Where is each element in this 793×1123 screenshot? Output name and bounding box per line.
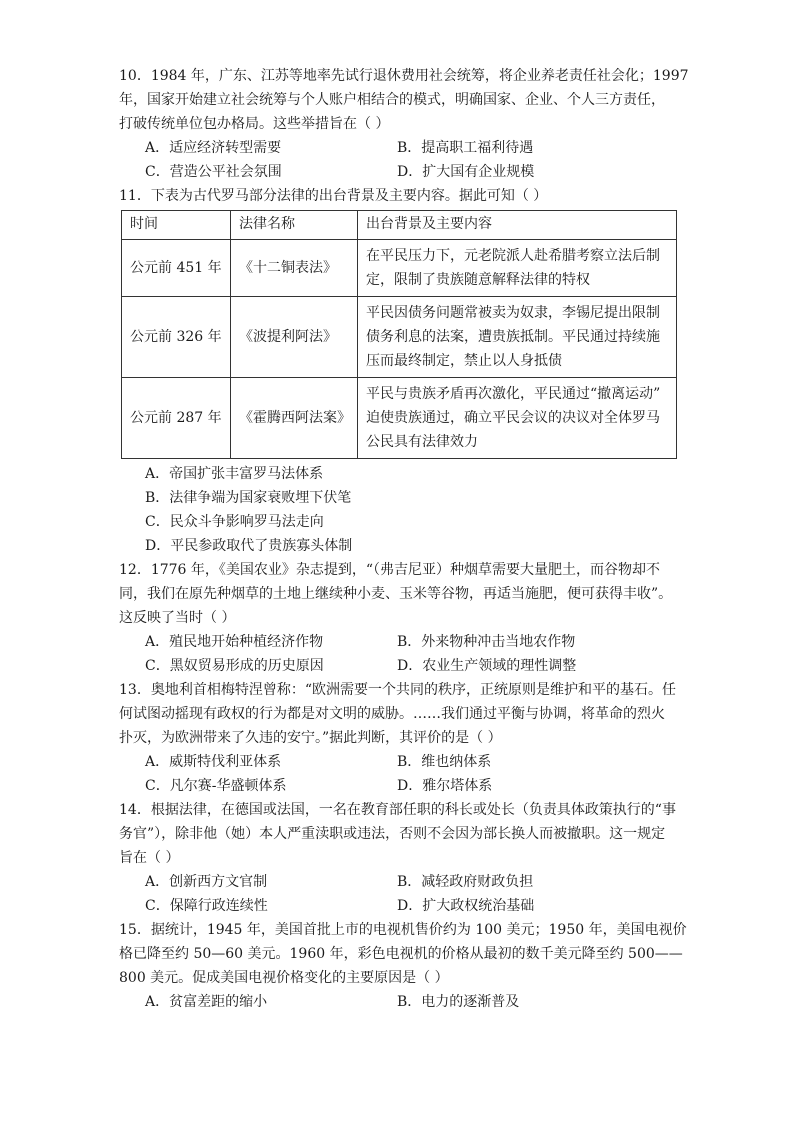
exam-page: [119, 64, 689, 1014]
option-b: B．提高职工福利待遇: [397, 140, 534, 156]
table-header-cell: 出台背景及主要内容: [358, 211, 677, 240]
stem-line: 扑灭，为欧洲带来了久违的安宁。”据此判断，其评价的是（ ）: [119, 730, 502, 746]
option-c: C．民众斗争影响罗马法走向: [145, 514, 324, 530]
question-14: [119, 798, 679, 918]
option-d: D．平民参政取代了贵族寡头体制: [145, 538, 353, 554]
table-header-cell: 时间: [122, 211, 231, 240]
option-b: B．减轻政府财政负担: [397, 874, 534, 890]
question-13: [119, 678, 679, 798]
option-d: D．扩大国有企业规模: [397, 164, 535, 180]
option-a: A．适应经济转型需要: [145, 140, 282, 156]
option-row: [119, 136, 679, 160]
option-a: A．帝国扩张丰富罗马法体系: [145, 466, 324, 482]
stem-line: 800 美元。促成美国电视价格变化的主要原因是（ ）: [119, 970, 449, 986]
question-12: [119, 558, 679, 678]
content-line: 公民具有法律效力: [366, 434, 478, 450]
option-b: B．维也纳体系: [397, 754, 492, 770]
option-c: C．保障行政连续性: [145, 898, 268, 914]
table-header-cell: 法律名称: [231, 211, 358, 240]
stem-line: 年，国家开始建立社会统筹与个人账户相结合的模式，明确国家、企业、个人三方责任，: [119, 92, 665, 108]
stem-line: 旨在（ ）: [119, 850, 180, 866]
stem-line: 14．根据法律，在德国或法国，一名在教育部任职的科长或处长（负责具体政策执行的“事: [119, 802, 676, 818]
option-row: [119, 630, 679, 654]
option-a: A．威斯特伐利亚体系: [145, 754, 282, 770]
option-b: B．外来物种冲击当地农作物: [397, 634, 576, 650]
table-cell-law-name: 《波提利阿法》: [231, 297, 358, 378]
table-cell-law-name: 《霍腾西阿法案》: [231, 378, 358, 459]
option-d: D．雅尔塔体系: [397, 778, 493, 794]
stem-line: 10．1984 年，广东、江苏等地率先试行退休费用社会统筹，将企业养老责任社会化；1997: [119, 68, 689, 84]
content-line: 定，限制了贵族随意解释法律的特权: [366, 272, 590, 288]
option-c: C．凡尔赛-华盛顿体系: [145, 778, 287, 794]
option-d: D．农业生产领域的理性调整: [397, 658, 577, 674]
option-row: [119, 894, 679, 918]
content-line: 债务利息的法案，遭贵族抵制。平民通过持续施: [366, 329, 660, 345]
table-cell-content: [358, 378, 677, 459]
option-b: B．法律争端为国家衰败埋下伏笔: [145, 490, 352, 506]
stem-line: 这反映了当时（ ）: [119, 610, 236, 626]
content-line: 平民与贵族矛盾再次激化，平民通过“撤离运动”: [366, 386, 661, 402]
question-10: [119, 64, 689, 184]
stem-line: 12．1776 年，《美国农业》杂志提到，“（弗吉尼亚）种烟草需要大量肥土，而谷物却不: [119, 562, 661, 578]
stem-line: 格已降至约 50—60 美元。1960 年，彩色电视机的价格从最初的数千美元降至约 500——: [119, 946, 683, 962]
stem-line: 何试图动摇现有政权的行为都是对文明的威胁。……我们通过平衡与协调，将革命的烈火: [119, 706, 665, 722]
table-row: [122, 378, 677, 459]
option-d: D．扩大政权统治基础: [397, 898, 535, 914]
option-a: A．创新西方文官制: [145, 874, 268, 890]
option-b: B．电力的逐渐普及: [397, 994, 520, 1010]
option-row: [119, 774, 679, 798]
question-11: [119, 184, 679, 558]
stem-line: 务官”），除非他（她）本人严重渎职或违法，否则不会因为部长换人而被撤职。这一规定: [119, 826, 666, 842]
option-row: [119, 160, 679, 184]
table-cell-time: 公元前 326 年: [122, 297, 231, 378]
table-cell-time: 公元前 287 年: [122, 378, 231, 459]
option-a: A．殖民地开始种植经济作物: [145, 634, 324, 650]
question-stem: [119, 64, 689, 136]
content-line: 在平民压力下，元老院派人赴希腊考察立法后制: [366, 248, 660, 264]
option-row: [119, 750, 679, 774]
option-c: C．黑奴贸易形成的历史原因: [145, 658, 324, 674]
option-c: C．营造公平社会氛围: [145, 164, 282, 180]
table-row: [122, 297, 677, 378]
law-table: [121, 210, 677, 459]
stem-line: 打破传统单位包办格局。这些举措旨在（ ）: [119, 116, 390, 132]
option-row: [119, 870, 679, 894]
option-row: [119, 990, 679, 1014]
stem-line: 15．据统计，1945 年，美国首批上市的电视机售价约为 100 美元；1950 年，美国电视价: [119, 922, 687, 938]
table-cell-time: 公元前 451 年: [122, 240, 231, 297]
stem-line: 11．下表为古代罗马部分法律的出台背景及主要内容。据此可知（ ）: [119, 188, 548, 204]
table-row: [122, 240, 677, 297]
stem-line: 同，我们在原先种烟草的土地上继续种小麦、玉米等谷物，再适当施肥，便可获得丰收”。: [119, 586, 673, 602]
option-a: A．贫富差距的缩小: [145, 994, 268, 1010]
table-cell-content: [358, 297, 677, 378]
table-cell-content: [358, 240, 677, 297]
table-header-row: [122, 211, 677, 240]
question-15: [119, 918, 687, 1014]
content-line: 压而最终制定，禁止以人身抵债: [366, 353, 562, 369]
table-cell-law-name: 《十二铜表法》: [231, 240, 358, 297]
content-line: 迫使贵族通过，确立平民会议的决议对全体罗马: [366, 410, 660, 426]
content-line: 平民因债务问题常被卖为奴隶，李锡尼提出限制: [366, 305, 660, 321]
option-row: [119, 654, 679, 678]
stem-line: 13．奥地利首相梅特涅曾称：“欧洲需要一个共同的秩序，正统原则是维护和平的基石。任: [119, 682, 676, 698]
